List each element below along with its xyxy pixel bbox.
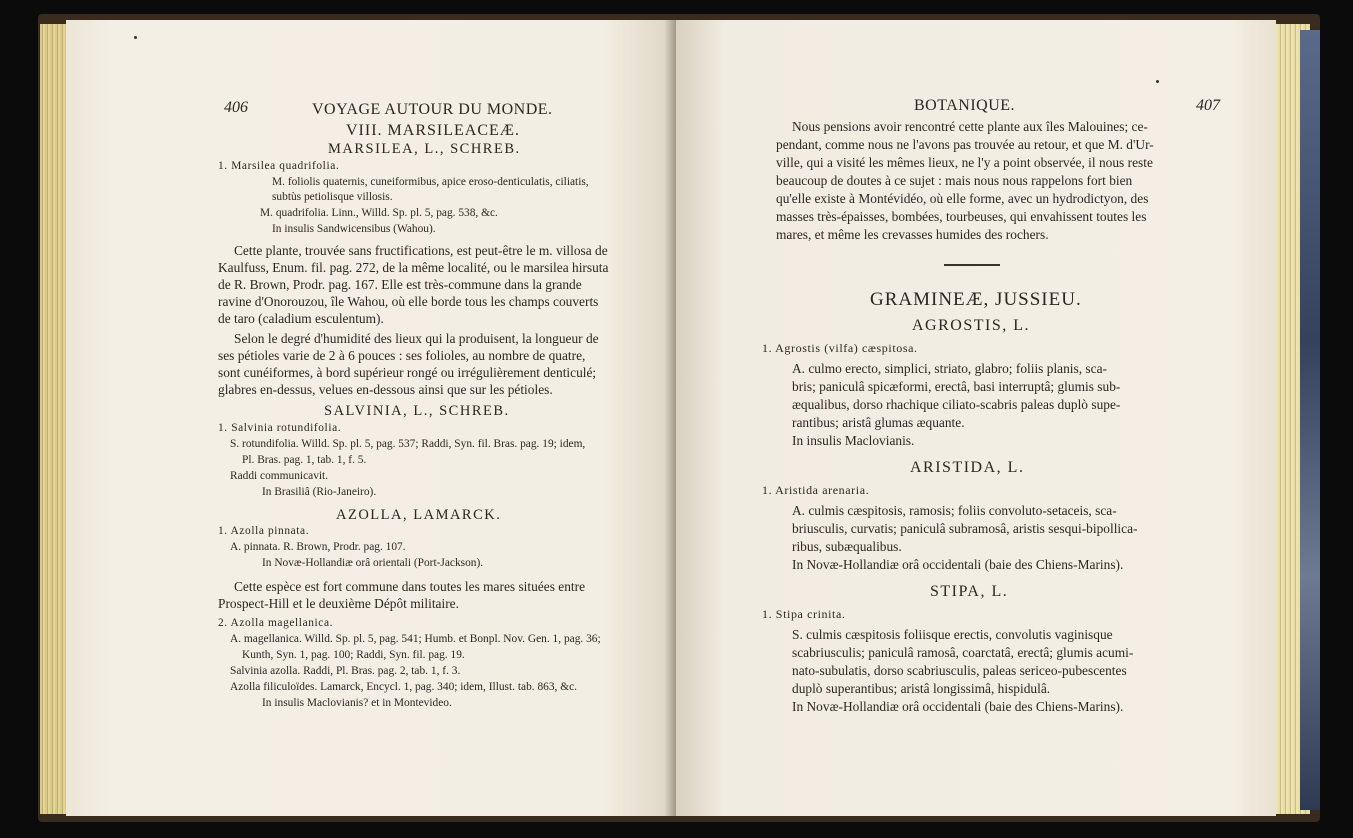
paragraph-line: Nous pensions avoir rencontré cette plante aux îles Malouines; ce-: [792, 119, 1148, 134]
species-description: rantibus; aristâ glumas æquante.: [792, 415, 965, 430]
paragraph-line: ses pétioles varie de 2 à 6 pouces : ses folioles, au nombre de quatre,: [218, 348, 586, 363]
species-reference: Kunth, Syn. 1, pag. 100; Raddi, Syn. fil. pag. 19.: [242, 649, 465, 661]
genus-heading: STIPA, L.: [930, 583, 1009, 600]
species-description: ribus, subæqualibus.: [792, 539, 902, 554]
species-name: 1. Aristida arenaria.: [762, 483, 870, 497]
species-reference: Pl. Bras. pag. 1, tab. 1, f. 5.: [242, 454, 367, 466]
page-speck: [134, 36, 137, 39]
right-page: [676, 20, 1276, 816]
species-description: A. culmo erecto, simplici, striato, glabro; foliis planis, sca-: [792, 361, 1107, 376]
paragraph-line: beaucoup de doutes à ce sujet : mais nous nous rappelons fort bien: [776, 173, 1133, 188]
genus-heading: MARSILEA, L., SCHREB.: [328, 141, 521, 157]
species-reference: Salvinia azolla. Raddi, Pl. Bras. pag. 2, tab. 1, f. 3.: [230, 665, 461, 677]
species-locality: In Novæ-Hollandiæ orâ occidentali (baie des Chiens-Marins).: [792, 557, 1124, 572]
species-description: duplò superantibus; aristâ longissimâ, hispidulâ.: [792, 681, 1051, 696]
species-reference: Azolla filiculoïdes. Lamarck, Encycl. 1, pag. 340; idem, Illust. tab. 863, &c.: [230, 681, 578, 693]
species-note: Raddi communicavit.: [230, 470, 329, 482]
species-name: 1. Stipa crinita.: [762, 607, 846, 621]
paragraph-line: sont cunéiformes, à bord supérieur rongé ou irrégulièrement denticulé;: [218, 365, 597, 380]
paragraph-line: de R. Brown, Prodr. pag. 167. Elle est très-commune dans la grande: [218, 277, 582, 292]
species-locality: In insulis Maclovianis? et in Montevideo.: [262, 697, 452, 709]
species-locality: In Novæ-Hollandiæ orâ orientali (Port-Jackson).: [262, 557, 484, 569]
paragraph-line: masses très-épaisses, bombées, tourbeuses, qui envahissent toutes les: [776, 209, 1147, 224]
species-description: bris; paniculâ spicæformi, erectâ, basi interruptâ; glumis sub-: [792, 379, 1121, 394]
species-description: S. culmis cæspitosis foliisque erectis, convolutis vaginisque: [792, 627, 1113, 642]
species-description: subtùs petiolisque villosis.: [272, 191, 393, 203]
species-locality: In insulis Sandwicensibus (Wahou).: [272, 223, 436, 235]
paragraph-line: Cette plante, trouvée sans fructifications, est peut-être le m. villosa de: [234, 243, 608, 258]
left-page: [66, 20, 676, 816]
paragraph-line: ville, qui a visité les mêmes lieux, ne l'y a point observée, il nous reste: [776, 155, 1153, 170]
paragraph-line: pendant, comme nous ne l'avons pas trouvée au retour, et que M. d'Ur-: [776, 137, 1154, 152]
genus-heading: AGROSTIS, L.: [912, 317, 1031, 334]
paragraph-line: Prospect-Hill et le deuxième Dépôt militaire.: [218, 596, 459, 611]
paragraph-line: ravine d'Onorouzou, île Wahou, où elle borde tous les champs couverts: [218, 294, 599, 309]
species-name: 1. Salvinia rotundifolia.: [218, 422, 342, 434]
species-description: A. culmis cæspitosis, ramosis; foliis convoluto-setaceis, sca-: [792, 503, 1117, 518]
species-locality: In Novæ-Hollandiæ orâ occidentali (baie des Chiens-Marins).: [792, 699, 1124, 714]
species-description: M. foliolis quaternis, cuneiformibus, apice eroso-denticulatis, ciliatis,: [272, 176, 589, 188]
paragraph-line: Kaulfuss, Enum. fil. pag. 272, de la même localité, ou le marsilea hirsuta: [218, 260, 609, 275]
paragraph-line: de taro (caladium esculentum).: [218, 311, 384, 326]
paragraph-line: Selon le degré d'humidité des lieux qui la produisent, la longueur de: [234, 331, 599, 346]
paragraph-line: qu'elle existe à Montévidéo, où elle forme, avec un hydrodictyon, des: [776, 191, 1149, 206]
species-description: scabriusculis; paniculâ ramosâ, coarctatâ, erectâ; glumis acumi-: [792, 645, 1134, 660]
genus-heading: AZOLLA, LAMARCK.: [336, 507, 502, 523]
species-name: 1. Marsilea quadrifolia.: [218, 160, 340, 172]
species-reference: M. quadrifolia. Linn., Willd. Sp. pl. 5, pag. 538, &c.: [260, 207, 498, 219]
page-number: 406: [224, 99, 248, 116]
page-number: 407: [1196, 97, 1220, 114]
species-reference: S. rotundifolia. Willd. Sp. pl. 5, pag. 537; Raddi, Syn. fil. Bras. pag. 19; idem,: [230, 438, 586, 450]
species-name: 2. Azolla magellanica.: [218, 617, 334, 629]
running-head: BOTANIQUE.: [914, 97, 1016, 114]
page-speck: [1156, 80, 1159, 83]
species-name: 1. Azolla pinnata.: [218, 525, 310, 537]
section-heading: VIII. MARSILEACEÆ.: [346, 122, 520, 139]
running-head: VOYAGE AUTOUR DU MONDE.: [312, 101, 553, 118]
family-heading: GRAMINEÆ, JUSSIEU.: [870, 289, 1082, 310]
species-description: æqualibus, dorso rhachique ciliato-scabris paleas duplò supe-: [792, 397, 1121, 412]
paragraph-line: mares, et même les crevasses humides des rochers.: [776, 227, 1049, 242]
marbled-cover-edge: [1300, 30, 1320, 810]
species-description: nato-subulatis, dorso scabriusculis, paleas sericeo-pubescentes: [792, 663, 1127, 678]
species-reference: A. pinnata. R. Brown, Prodr. pag. 107.: [230, 541, 406, 553]
section-rule: [944, 264, 1000, 266]
paragraph-line: Cette espèce est fort commune dans toutes les mares situées entre: [234, 579, 586, 594]
paragraph-line: glabres en-dessus, velues en-dessous ainsi que sur les pétioles.: [218, 382, 553, 397]
species-locality: In insulis Maclovianis.: [792, 433, 915, 448]
genus-heading: ARISTIDA, L.: [910, 459, 1025, 476]
species-description: briusculis, curvatis; paniculâ subramosâ, aristis sesqui-bipollica-: [792, 521, 1138, 536]
species-reference: A. magellanica. Willd. Sp. pl. 5, pag. 541; Humb. et Bonpl. Nov. Gen. 1, pag. 36;: [230, 633, 601, 645]
genus-heading: SALVINIA, L., SCHREB.: [324, 403, 510, 419]
species-locality: In Brasiliâ (Rio-Janeiro).: [262, 486, 377, 498]
species-name: 1. Agrostis (vilfa) cæspitosa.: [762, 341, 918, 355]
